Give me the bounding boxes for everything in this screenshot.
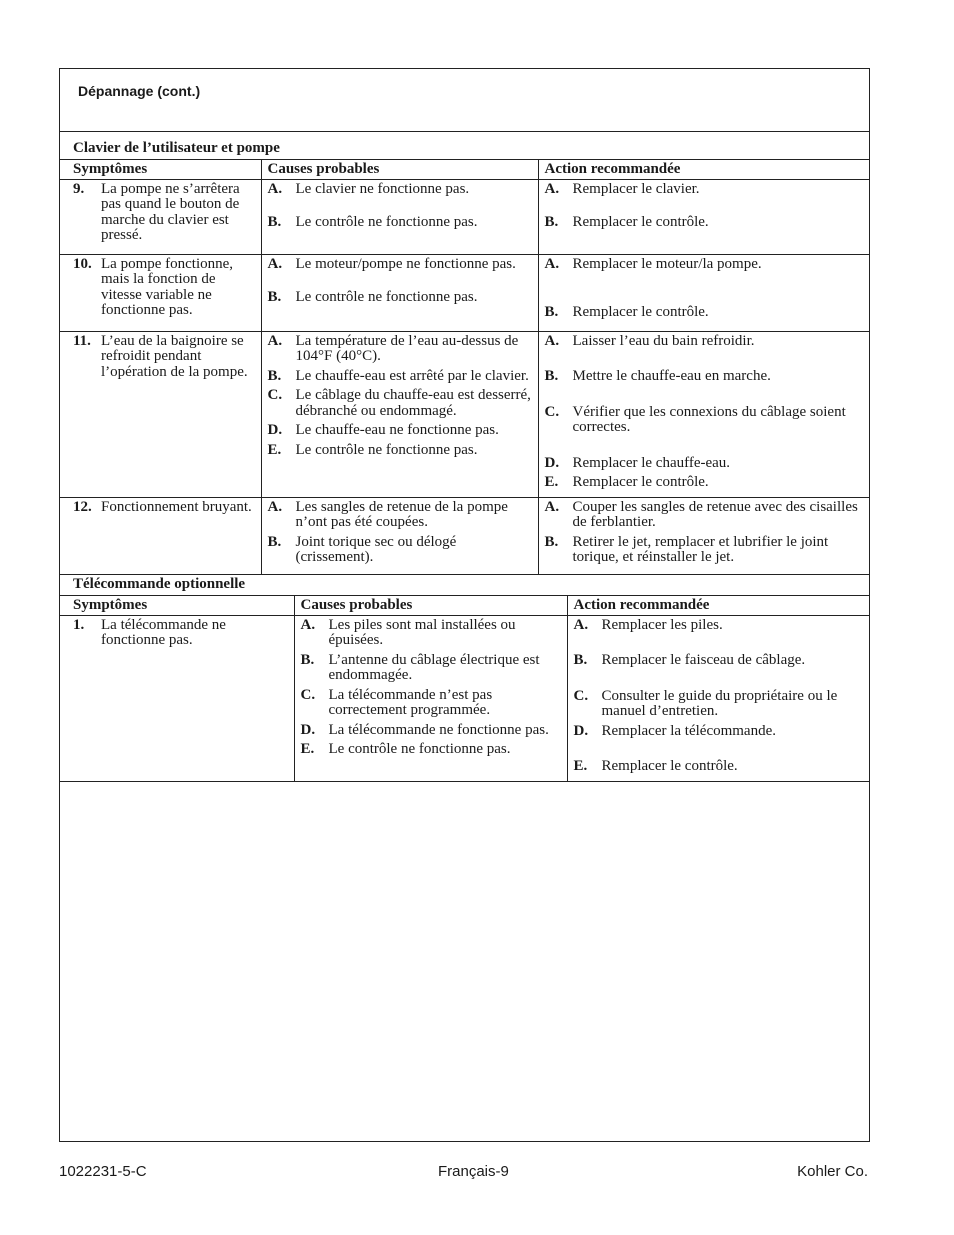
- action-text: Retirer le jet, remplacer et lubrifier le joint torique, et réinstaller le jet.: [572, 533, 829, 565]
- item-letter: B.: [544, 368, 559, 384]
- symptom-text: L’eau de la baignoire se refroidit pendant l’opération de la pompe.: [101, 332, 248, 380]
- item-letter: B.: [267, 214, 282, 230]
- causes-cell: [261, 179, 538, 254]
- cause-text: Joint torique sec ou délogé (crissement).: [295, 533, 457, 565]
- item-letter: A.: [544, 180, 560, 197]
- column-header-symptoms: Symptômes: [60, 160, 261, 180]
- item-letter: B.: [267, 289, 282, 305]
- troubleshooting-table-keypad: [60, 159, 869, 575]
- row-number: 12.: [73, 498, 92, 515]
- item-letter: D.: [544, 454, 560, 471]
- item-letter: A.: [544, 255, 560, 272]
- causes-cell: [261, 254, 538, 331]
- column-header-causes: Causes probables: [294, 596, 567, 616]
- item-letter: D.: [267, 422, 283, 438]
- table-row: [60, 254, 869, 331]
- action-text: Mettre le chauffe-eau en marche.: [572, 368, 771, 384]
- column-header-symptoms: Symptômes: [60, 596, 294, 616]
- action-text: Remplacer le faisceau de câblage.: [601, 652, 806, 668]
- footer-document-number: 1022231-5-C: [59, 1163, 147, 1180]
- item-letter: C.: [573, 687, 589, 704]
- item-letter: B.: [267, 367, 282, 384]
- item-letter: D.: [300, 721, 316, 738]
- cause-text: La télécommande n’est pas correctement programmée.: [328, 686, 493, 718]
- item-letter: C.: [544, 403, 560, 420]
- item-letter: B.: [544, 304, 559, 320]
- action-text: Remplacer le chauffe-eau.: [572, 454, 731, 471]
- item-letter: D.: [573, 722, 589, 739]
- item-letter: A.: [267, 180, 283, 197]
- item-letter: E.: [267, 441, 282, 458]
- action-text: Remplacer la télécommande.: [601, 722, 776, 739]
- action-text: Laisser l’eau du bain refroidir.: [572, 332, 755, 349]
- table-row: [60, 615, 869, 781]
- action-text: Remplacer le contrôle.: [572, 304, 709, 320]
- action-text: Couper les sangles de retenue avec des cisailles de ferblantier.: [572, 498, 858, 530]
- cause-text: Le contrôle ne fonctionne pas.: [295, 214, 478, 230]
- row-number: 9.: [73, 180, 85, 197]
- page-title: Dépannage (cont.): [78, 83, 201, 99]
- actions-cell: [538, 254, 869, 331]
- item-letter: B.: [573, 652, 588, 668]
- item-letter: A.: [267, 255, 283, 272]
- cause-text: Les sangles de retenue de la pompe n’ont pas été coupées.: [295, 498, 508, 530]
- symptom-cell: [60, 497, 261, 574]
- symptom-cell: [60, 254, 261, 331]
- action-text: Consulter le guide du propriétaire ou le manuel d’entretien.: [601, 687, 838, 719]
- troubleshooting-table-remote: [60, 595, 869, 782]
- actions-cell: [538, 497, 869, 574]
- symptom-cell: [60, 179, 261, 254]
- cause-text: Le contrôle ne fonctionne pas.: [328, 741, 511, 757]
- item-letter: A.: [300, 616, 316, 633]
- table-row: [60, 497, 869, 574]
- item-letter: E.: [544, 474, 559, 490]
- action-text: Remplacer le clavier.: [572, 180, 700, 197]
- cause-text: La télécommande ne fonctionne pas.: [328, 721, 549, 738]
- symptom-text: La pompe ne s’arrêtera pas quand le bouton de marche du clavier est pressé.: [101, 180, 240, 243]
- row-number: 11.: [73, 332, 91, 349]
- item-letter: A.: [267, 332, 283, 349]
- action-text: Remplacer les piles.: [601, 616, 723, 633]
- actions-cell: [538, 331, 869, 497]
- action-text: Remplacer le contrôle.: [572, 214, 709, 230]
- section-title: Télécommande optionnelle: [73, 576, 246, 592]
- row-number: 1.: [73, 616, 85, 633]
- cause-text: Les piles sont mal installées ou épuisées.: [328, 616, 516, 648]
- cause-text: Le contrôle ne fonctionne pas.: [295, 289, 478, 305]
- footer-company: Kohler Co.: [797, 1163, 868, 1180]
- item-letter: B.: [267, 533, 282, 550]
- cause-text: Le clavier ne fonctionne pas.: [295, 180, 470, 197]
- column-header-actions: Action recommandée: [538, 160, 869, 180]
- item-letter: B.: [544, 533, 559, 550]
- action-text: Remplacer le contrôle.: [601, 758, 738, 774]
- column-header-causes: Causes probables: [261, 160, 538, 180]
- item-letter: B.: [544, 214, 559, 230]
- cause-text: L’antenne du câblage électrique est endommagée.: [328, 651, 540, 683]
- symptom-text: La pompe fonctionne, mais la fonction de vitesse variable ne fonctionne pas.: [101, 255, 234, 318]
- section-remote-control: [60, 568, 869, 782]
- action-text: Remplacer le contrôle.: [572, 474, 709, 490]
- item-letter: A.: [544, 332, 560, 349]
- table-row: [60, 331, 869, 497]
- item-letter: B.: [300, 651, 315, 668]
- item-letter: E.: [573, 758, 588, 774]
- column-header-actions: Action recommandée: [567, 596, 869, 616]
- cause-text: Le câblage du chauffe-eau est desserré, débranché ou endommagé.: [295, 387, 531, 419]
- item-letter: C.: [267, 387, 283, 403]
- item-letter: E.: [300, 741, 315, 757]
- item-letter: A.: [573, 616, 589, 633]
- table-row: [60, 179, 869, 254]
- actions-cell: [567, 615, 869, 781]
- footer-page-number: Français-9: [438, 1163, 509, 1180]
- actions-cell: [538, 179, 869, 254]
- symptom-text: Fonctionnement bruyant.: [101, 498, 252, 515]
- causes-cell: [261, 331, 538, 497]
- page-frame: [59, 68, 870, 1142]
- cause-text: Le chauffe-eau ne fonctionne pas.: [295, 422, 499, 438]
- cause-text: Le chauffe-eau est arrêté par le clavier.: [295, 367, 529, 384]
- action-text: Vérifier que les connexions du câblage soient correctes.: [572, 403, 846, 435]
- cause-text: Le moteur/pompe ne fonctionne pas.: [295, 255, 516, 272]
- section-title: Clavier de l’utilisateur et pompe: [73, 140, 280, 156]
- symptom-text: La télécommande ne fonctionne pas.: [101, 616, 226, 648]
- symptom-cell: [60, 615, 294, 781]
- item-letter: A.: [267, 498, 283, 515]
- item-letter: A.: [544, 498, 560, 515]
- action-text: Remplacer le moteur/la pompe.: [572, 255, 762, 272]
- item-letter: C.: [300, 686, 316, 703]
- cause-text: La température de l’eau au-dessus de 104°F (40°C).: [295, 332, 519, 364]
- section-keypad-pump: [60, 132, 869, 575]
- cause-text: Le contrôle ne fonctionne pas.: [295, 441, 478, 458]
- causes-cell: [261, 497, 538, 574]
- causes-cell: [294, 615, 567, 781]
- symptom-cell: [60, 331, 261, 497]
- row-number: 10.: [73, 255, 92, 272]
